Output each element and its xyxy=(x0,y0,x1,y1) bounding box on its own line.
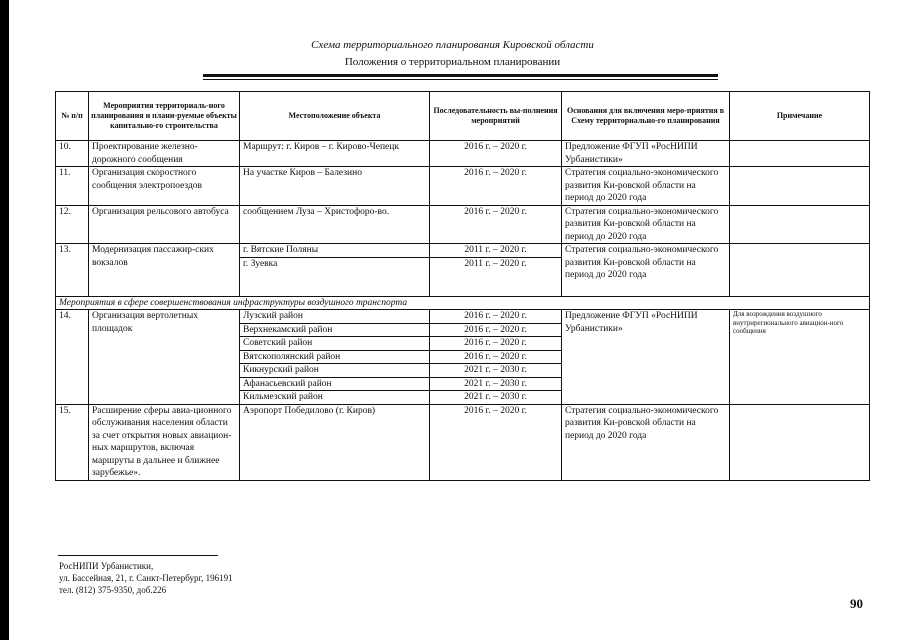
row-note xyxy=(730,205,870,244)
row-basis: Предложение ФГУП «РосНИПИ Урбанистики» xyxy=(562,141,730,167)
row-measure: Расширение сферы авиа-ционного обслуживания населения области за счет открытия новых авиацион-ных маршрутов, включая маршруты в дальнее и ближнее зарубежье». xyxy=(89,404,240,480)
row-note xyxy=(730,167,870,206)
col-header-note: Примечание xyxy=(730,92,870,141)
row-location: Аэропорт Победилово (г. Киров) xyxy=(240,404,430,480)
row-period: 2016 г. – 2020 г. xyxy=(430,337,562,351)
row-basis: Стратегия социально-экономического развития Ки-ровской области на период до 2020 года xyxy=(562,404,730,480)
row-period: 2021 г. – 2030 г. xyxy=(430,377,562,391)
row-note xyxy=(730,244,870,297)
scan-edge-bar xyxy=(0,0,9,640)
row-period: 2011 г. – 2020 г. xyxy=(430,257,562,296)
row-basis: Стратегия социально-экономического развития Ки-ровской области на период до 2020 года xyxy=(562,244,730,297)
row-location: г. Зуевка xyxy=(240,257,430,296)
row-measure: Организация скоростного сообщения электропоездов xyxy=(89,167,240,206)
row-period: 2016 г. – 2020 г. xyxy=(430,141,562,167)
row-period: 2016 г. – 2020 г. xyxy=(430,404,562,480)
footer-rule xyxy=(58,555,218,556)
row-number: 14. xyxy=(56,310,89,405)
row-number: 15. xyxy=(56,404,89,480)
row-measure: Организация рельсового автобуса xyxy=(89,205,240,244)
row-number: 12. xyxy=(56,205,89,244)
row-measure: Проектирование железно-дорожного сообщения xyxy=(89,141,240,167)
document-title: Схема территориального планирования Кировской области xyxy=(311,39,594,51)
row-period: 2011 г. – 2020 г. xyxy=(430,244,562,258)
row-note xyxy=(730,404,870,480)
row-period: 2021 г. – 2030 г. xyxy=(430,391,562,405)
row-location: Лузский район xyxy=(240,310,430,324)
row-note xyxy=(730,141,870,167)
row-location: Афанасьевский район xyxy=(240,377,430,391)
table-row xyxy=(56,244,870,258)
footer-address: ул. Бассейная, 21, г. Санкт-Петербург, 196191 xyxy=(59,573,233,583)
row-location: сообщением Луза – Христофоро-во. xyxy=(240,205,430,244)
row-measure: Модернизация пассажир-ских вокзалов xyxy=(89,244,240,297)
footer-block xyxy=(59,560,233,596)
footer-org: РосНИПИ Урбанистики, xyxy=(59,561,154,571)
row-period: 2016 г. – 2020 г. xyxy=(430,350,562,364)
row-number: 11. xyxy=(56,167,89,206)
section-title: Мероприятия в сфере совершенствования инфраструктуры воздушного транспорта xyxy=(56,296,870,310)
header-rule-thin xyxy=(203,79,718,80)
row-location: Кикнурский район xyxy=(240,364,430,378)
col-header-location: Местоположение объекта xyxy=(240,92,430,141)
row-period: 2021 г. – 2030 г. xyxy=(430,364,562,378)
table-row xyxy=(56,404,870,480)
table-header-row xyxy=(56,92,870,141)
row-number: 10. xyxy=(56,141,89,167)
row-period: 2016 г. – 2020 г. xyxy=(430,323,562,337)
table-row xyxy=(56,141,870,167)
row-period: 2016 г. – 2020 г. xyxy=(430,205,562,244)
row-location: На участке Киров – Балезино xyxy=(240,167,430,206)
row-period: 2016 г. – 2020 г. xyxy=(430,310,562,324)
row-number: 13. xyxy=(56,244,89,297)
row-location: г. Вятские Поляны xyxy=(240,244,430,258)
header-rule-thick xyxy=(203,74,718,77)
row-basis: Стратегия социально-экономического развития Ки-ровской области на период до 2020 года xyxy=(562,205,730,244)
document-subtitle: Положения о территориальном планировании xyxy=(344,56,561,68)
row-period: 2016 г. – 2020 г. xyxy=(430,167,562,206)
col-header-period: Последовательность вы-полнения мероприятий xyxy=(430,92,562,141)
row-location: Кильмезский район xyxy=(240,391,430,405)
row-location: Верхнекамский район xyxy=(240,323,430,337)
col-header-basis: Основания для включения меро-приятия в Схему территориально-го планирования xyxy=(562,92,730,141)
table-row xyxy=(56,310,870,324)
col-header-number: № п/п xyxy=(56,92,89,141)
section-row xyxy=(56,296,870,310)
row-basis: Стратегия социально-экономического развития Ки-ровской области на период до 2020 года xyxy=(562,167,730,206)
row-location: Вятскополянский район xyxy=(240,350,430,364)
row-location: Советский район xyxy=(240,337,430,351)
row-note: Для возрождения воздушного внутрирегионального авиацион-ного сообщения xyxy=(730,310,870,405)
col-header-measure: Мероприятия территориаль-ного планирования и плани-руемые объекты капитально-го строительства xyxy=(89,92,240,141)
row-measure: Организация вертолетных площадок xyxy=(89,310,240,405)
footer-phone: тел. (812) 375-9350, доб.226 xyxy=(59,585,167,595)
page-number: 90 xyxy=(850,596,863,611)
table-row xyxy=(56,167,870,206)
table-row xyxy=(56,205,870,244)
row-location: Маршрут: г. Киров – г. Кирово-Чепецк xyxy=(240,141,430,167)
row-basis: Предложение ФГУП «РосНИПИ Урбанистики» xyxy=(562,310,730,405)
planning-table xyxy=(55,91,870,481)
